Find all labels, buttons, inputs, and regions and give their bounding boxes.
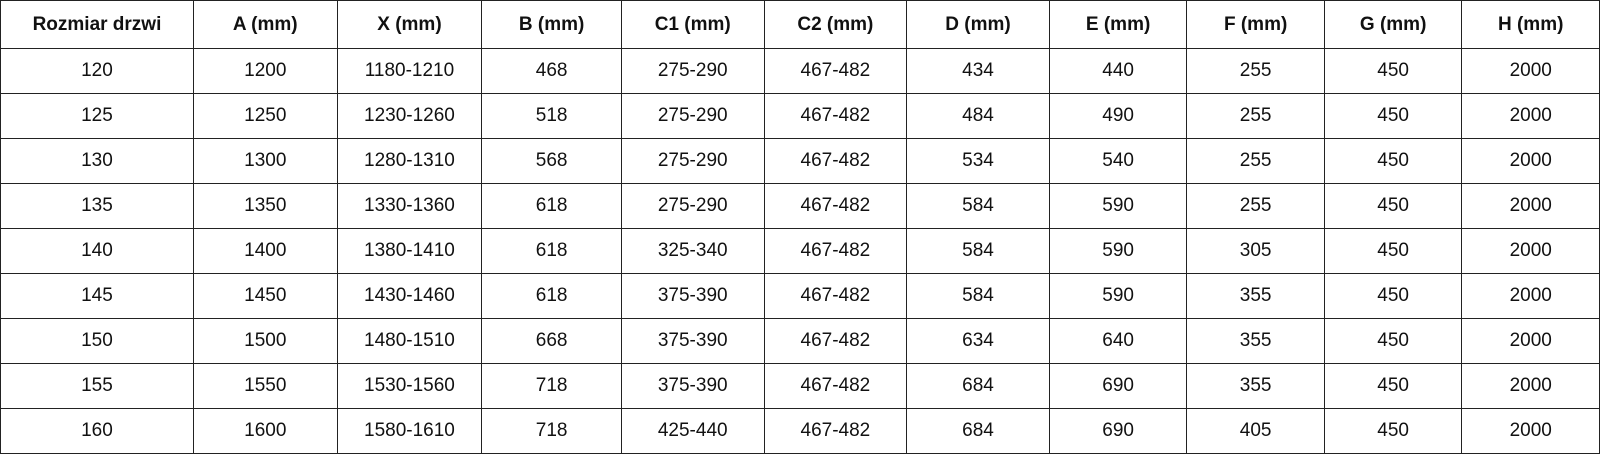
table-row <box>1 319 1600 364</box>
cell-h: 2000 <box>1462 319 1600 364</box>
cell-c1: 325-340 <box>621 229 764 274</box>
cell-h: 2000 <box>1462 409 1600 454</box>
cell-e: 590 <box>1049 274 1187 319</box>
cell-d: 584 <box>907 229 1050 274</box>
cell-f: 255 <box>1187 139 1325 184</box>
column-header-e: E (mm) <box>1049 1 1187 49</box>
cell-a: 1450 <box>193 274 337 319</box>
cell-x: 1230-1260 <box>337 94 482 139</box>
cell-x: 1330-1360 <box>337 184 482 229</box>
cell-c2: 467-482 <box>764 319 907 364</box>
cell-a: 1550 <box>193 364 337 409</box>
cell-d: 434 <box>907 49 1050 94</box>
cell-b: 618 <box>482 229 622 274</box>
table-row <box>1 274 1600 319</box>
cell-c2: 467-482 <box>764 409 907 454</box>
cell-f: 405 <box>1187 409 1325 454</box>
cell-b: 718 <box>482 409 622 454</box>
cell-door-size: 130 <box>1 139 194 184</box>
cell-b: 618 <box>482 184 622 229</box>
cell-e: 440 <box>1049 49 1187 94</box>
cell-h: 2000 <box>1462 274 1600 319</box>
cell-c2: 467-482 <box>764 229 907 274</box>
cell-door-size: 145 <box>1 274 194 319</box>
cell-g: 450 <box>1324 139 1462 184</box>
cell-e: 640 <box>1049 319 1187 364</box>
cell-d: 534 <box>907 139 1050 184</box>
cell-c2: 467-482 <box>764 184 907 229</box>
table-body <box>1 49 1600 454</box>
column-header-c1: C1 (mm) <box>621 1 764 49</box>
table-row <box>1 229 1600 274</box>
cell-h: 2000 <box>1462 184 1600 229</box>
cell-h: 2000 <box>1462 139 1600 184</box>
cell-door-size: 120 <box>1 49 194 94</box>
cell-b: 668 <box>482 319 622 364</box>
table-header <box>1 1 1600 49</box>
cell-e: 590 <box>1049 184 1187 229</box>
cell-c1: 275-290 <box>621 184 764 229</box>
cell-b: 718 <box>482 364 622 409</box>
cell-door-size: 135 <box>1 184 194 229</box>
column-header-d: D (mm) <box>907 1 1050 49</box>
cell-f: 305 <box>1187 229 1325 274</box>
cell-door-size: 125 <box>1 94 194 139</box>
column-header-f: F (mm) <box>1187 1 1325 49</box>
cell-x: 1380-1410 <box>337 229 482 274</box>
cell-x: 1430-1460 <box>337 274 482 319</box>
cell-b: 518 <box>482 94 622 139</box>
cell-c2: 467-482 <box>764 139 907 184</box>
table-header-row <box>1 1 1600 49</box>
cell-f: 255 <box>1187 94 1325 139</box>
cell-d: 684 <box>907 409 1050 454</box>
cell-d: 484 <box>907 94 1050 139</box>
cell-a: 1200 <box>193 49 337 94</box>
cell-c2: 467-482 <box>764 274 907 319</box>
cell-door-size: 155 <box>1 364 194 409</box>
cell-b: 618 <box>482 274 622 319</box>
cell-a: 1500 <box>193 319 337 364</box>
cell-c2: 467-482 <box>764 94 907 139</box>
cell-g: 450 <box>1324 229 1462 274</box>
column-header-c2: C2 (mm) <box>764 1 907 49</box>
cell-f: 255 <box>1187 49 1325 94</box>
cell-x: 1180-1210 <box>337 49 482 94</box>
cell-c1: 425-440 <box>621 409 764 454</box>
cell-c1: 275-290 <box>621 49 764 94</box>
cell-e: 540 <box>1049 139 1187 184</box>
cell-f: 355 <box>1187 274 1325 319</box>
cell-h: 2000 <box>1462 364 1600 409</box>
cell-h: 2000 <box>1462 229 1600 274</box>
column-header-h: H (mm) <box>1462 1 1600 49</box>
cell-x: 1280-1310 <box>337 139 482 184</box>
cell-e: 490 <box>1049 94 1187 139</box>
cell-c1: 275-290 <box>621 94 764 139</box>
cell-a: 1250 <box>193 94 337 139</box>
cell-d: 684 <box>907 364 1050 409</box>
cell-e: 690 <box>1049 409 1187 454</box>
column-header-door-size: Rozmiar drzwi <box>1 1 194 49</box>
cell-e: 590 <box>1049 229 1187 274</box>
cell-b: 468 <box>482 49 622 94</box>
table-row <box>1 94 1600 139</box>
cell-a: 1350 <box>193 184 337 229</box>
cell-d: 584 <box>907 184 1050 229</box>
cell-e: 690 <box>1049 364 1187 409</box>
table-row <box>1 364 1600 409</box>
table-row <box>1 49 1600 94</box>
cell-f: 355 <box>1187 364 1325 409</box>
cell-g: 450 <box>1324 319 1462 364</box>
cell-c2: 467-482 <box>764 364 907 409</box>
table-row <box>1 184 1600 229</box>
column-header-b: B (mm) <box>482 1 622 49</box>
cell-h: 2000 <box>1462 49 1600 94</box>
cell-x: 1530-1560 <box>337 364 482 409</box>
cell-x: 1480-1510 <box>337 319 482 364</box>
cell-d: 634 <box>907 319 1050 364</box>
cell-c1: 375-390 <box>621 364 764 409</box>
cell-g: 450 <box>1324 409 1462 454</box>
cell-g: 450 <box>1324 364 1462 409</box>
cell-a: 1600 <box>193 409 337 454</box>
cell-door-size: 140 <box>1 229 194 274</box>
cell-f: 355 <box>1187 319 1325 364</box>
cell-c1: 375-390 <box>621 274 764 319</box>
cell-d: 584 <box>907 274 1050 319</box>
cell-h: 2000 <box>1462 94 1600 139</box>
cell-door-size: 150 <box>1 319 194 364</box>
column-header-x: X (mm) <box>337 1 482 49</box>
cell-g: 450 <box>1324 49 1462 94</box>
column-header-g: G (mm) <box>1324 1 1462 49</box>
column-header-a: A (mm) <box>193 1 337 49</box>
cell-g: 450 <box>1324 94 1462 139</box>
table-row <box>1 139 1600 184</box>
cell-c2: 467-482 <box>764 49 907 94</box>
cell-door-size: 160 <box>1 409 194 454</box>
cell-b: 568 <box>482 139 622 184</box>
cell-g: 450 <box>1324 184 1462 229</box>
cell-x: 1580-1610 <box>337 409 482 454</box>
cell-f: 255 <box>1187 184 1325 229</box>
cell-a: 1300 <box>193 139 337 184</box>
cell-c1: 375-390 <box>621 319 764 364</box>
cell-g: 450 <box>1324 274 1462 319</box>
cell-a: 1400 <box>193 229 337 274</box>
cell-c1: 275-290 <box>621 139 764 184</box>
